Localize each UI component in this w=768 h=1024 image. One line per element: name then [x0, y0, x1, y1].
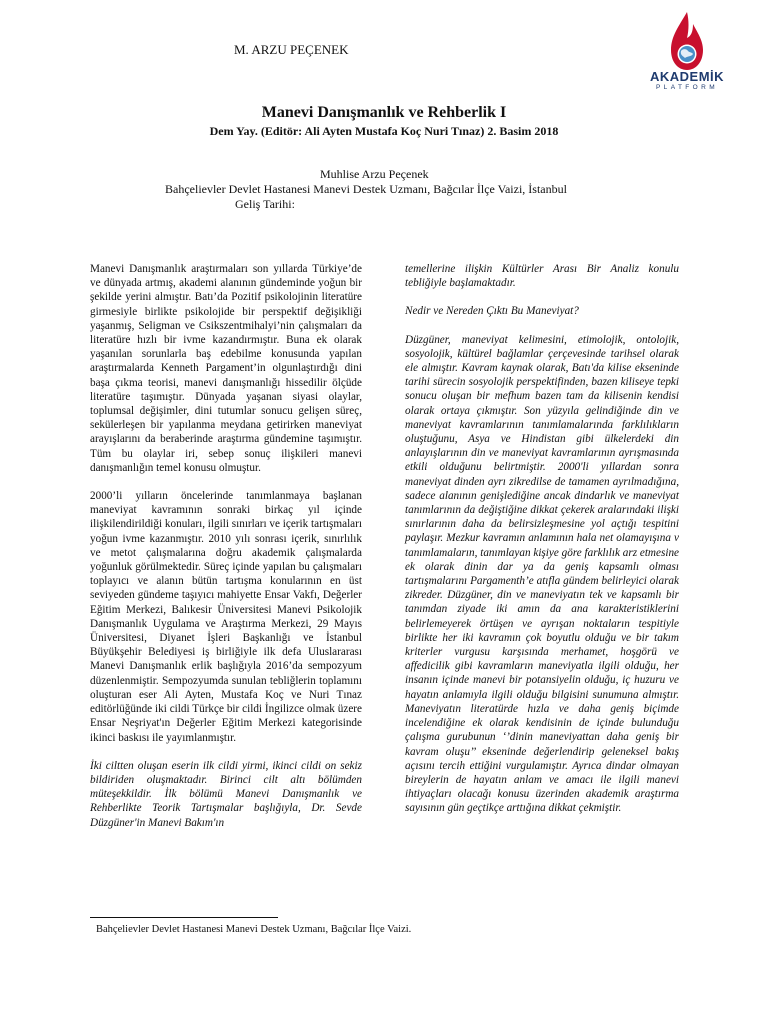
footnote: Bahçelievler Devlet Hastanesi Manevi Destek Uzmanı, Bağcılar İlçe Vaizi.	[96, 924, 412, 935]
author-affiliation: Bahçelievler Devlet Hastanesi Manevi Destek Uzmanı, Bağcılar İlçe Vaizi, İstanbul	[165, 182, 567, 196]
left-column	[90, 262, 362, 844]
received-date-label: Geliş Tarihi:	[235, 197, 295, 211]
footnote-divider	[90, 917, 278, 918]
left-paragraph-3: İki ciltten oluşan eserin ilk cildi yirmi, ikinci cildi on sekiz bildiriden oluşmaktadır. Birinci cilt altı bölümden müteşekkildir. İlk bölümü Manevi Danışmanlık ve Rehberlikte Teorik Tartışmalar başlığıyla, Dr. Sevde Düzgüner'in Manevi Bakım'ın	[90, 759, 362, 829]
logo-wordmark: AKADEMİK	[649, 69, 725, 84]
right-column	[405, 262, 679, 830]
flame-globe-icon	[665, 10, 709, 72]
document-subtitle: Dem Yay. (Editör: Ali Ayten Mustafa Koç Nuri Tınaz) 2. Basim 2018	[209, 124, 559, 138]
section-heading: Nedir ve Nereden Çıktı Bu Maneviyat?	[405, 305, 579, 318]
right-paragraph-1: temellerine ilişkin Kültürler Arası Bir Analiz konulu tebliğiyle başlamaktadır.	[405, 263, 679, 290]
logo-subtitle: PLATFORM	[655, 84, 719, 91]
author-name: Muhlise Arzu Peçenek	[320, 167, 429, 181]
left-paragraph-2: 2000’li yılların öncelerinde tanımlanmaya başlanan maneviyat kavramının sonraki birkaç yıl içinde ilişkilendirildiği konuları, ilgili sınırları ve içerik tartışmaları yoğun ivme kazanmıştır. 2010 yılı sonrası içerik, sınırlılık ve metot çalışmalarına doğru akademik çalışmalarda yoğunluk görülmektedir. Süreç içinde yapılan bu çalışmaları toplayıcı ve alanın bütün tartışma konularının en üst seviyeden gündeme taşıyıcı mahiyette Ensar Vakfı, Değerler Eğitim Merkezi, Balıkesir Üniversitesi Manevi Psikolojik Danışmanlık Uygulama ve Araştırma Merkezi, 29 Mayıs Üniversitesi, Diyanet İşleri Başkanlığı ve İstanbul Büyükşehir Belediyesi iş birliğiyle ilk defa Uluslararası Manevi Danışmanlık erlik başlığıyla 2016’da sempozyum düzenlenmiştir. Sempozyumda sunulan tebliğlerin toplamını oluşturan eser Ali Ayten, Mustafa Koç ve Nuri Tınaz editörlüğünde iki cildi Türkçe bir cildi İngilizce olmak üzere Ensar Neşriyat'ın Değerler Eğitim Merkezi kategorisinde ikinci baskısı ile yayımlanmıştır.	[90, 490, 362, 744]
left-paragraph-1: Manevi Danışmanlık araştırmaları son yıllarda Türkiye’de ve dünyada artmış, akademi alanının gündeminde yoğun bir şekilde yerini almıştır. Batı’da Pozitif psikolojinin literatüre girmesiyle birlikte psikolojide bir perspektif değişikliği yaşanmış, Seligman ve Csikszentmihalyi’nin çalışmaları da literatüre hızlı bir ivme kazandırmıştır. Buna ek olarak yaşanılan sorunlarla baş edebilme konusunda yapılan araştırmalarda Kenneth Pargament’in olgunlaştırdığı dini başa çıkma teorisi, manevi danışmanlığı hissedilir ölçüde literatüre taşımıştır. Dünyada yaşanan siyasi olaylar, toplumsal değişimler, dini tutumlar sonucu gelişen süreç, sekülerleşen bir yapılanma meydana getirirken maneviyat arayışlarını da beraberinde araştırma gündemine taşımıştır. Tüm bu olaylar iri, sebep sonuç ilişkileri manevi danışmanlığın temel konusu olmuştur.	[90, 263, 362, 474]
document-title: Manevi Danışmanlık ve Rehberlik I	[261, 104, 507, 121]
running-header-author: M. ARZU PEÇENEK	[234, 42, 349, 57]
right-paragraph-2: Düzgüner, maneviyat kelimesini, etimolojik, ontolojik, sosyolojik, kültürel bağlamlar çerçevesinde tarihsel olarak ele almıştır. Kavram kaynak olarak, Batı'da kilise ekseninde tarihi sürecin sosyolojik perspektifinden, bazen kiliseye tepki sonucu oluşan bir mefhum bazen tam da kilisenin kendisi olarak ortaya çıkmıştır. Son yüzyıla gelindiğinde din ve maneviyat kavramlarının tanımlamalarında farklılıkların oluştuğunu, Asya ve Hindistan gibi ülkelerdeki din anlayışlarının din ve maneviyat kavramlarının ayrışmasında etkili olduğunu belirtmiştir. 2000'li yıllardan sonra maneviyat dinden ayrı zikredilse de tamamen ayrılmadığına, sadece alanının genişlediğine ancak dindarlık ve maneviyat tanımlarının da değiştiğine dikkat çekerek aralarındaki ilişki sınırlarının daha da belirsizleşmesine yol açtığı tespitini paylaşır. Mezkur kavramın anlamının hala net olamayışına v tanımlamaların, tanımlayan kişiye göre farklılık arz etmesine ek olarak dinin dar ya da geniş kapsamlı olması tartışmalarını Pargamenth’e atıfla gündem belirleyici olarak zikreder. Düzgüner, din ve maneviyatın tek ve kapsamlı bir tanımdan ziyade iki amın da ana karakteristiklerini belirlemeyerek örtüşen ve ayrışan noktaların tespitiyle birlikte her iki kavramın çok boyutlu olduğu ve bir takım kriterler vurgusu karşısında merhamet, hoşgörü ve affedicilik gibi kavramların maneviyatla ilgili olduğu, her insanın içinde manevi bir potansiyelin olduğu, iç huzuru ve hayatın anlamıyla ilgili olduğu bilgisini sunumuna almıştır. Maneviyatın literatürde hızla ve daha geniş biçimde incelendiğine ek olarak kendisinin de içinde bulunduğu çalışma gurubunun ‘’dinin maneviyattan daha geniş bir kavram oluşu’’ ekseninde değerlendirip geleneksel bakış açısını tercih ettiğini vurgulamıştır. Ayrıca dindar olmayan bireylerin de hayatın anlam ve amacı ile ilgili manevi ihtiyaçları olacağı konusu üzerinden akademik araştırma sayısının gün geçtikçe arttığına dikkat çekmiştir.	[405, 333, 679, 815]
akademik-platform-logo	[632, 10, 742, 100]
